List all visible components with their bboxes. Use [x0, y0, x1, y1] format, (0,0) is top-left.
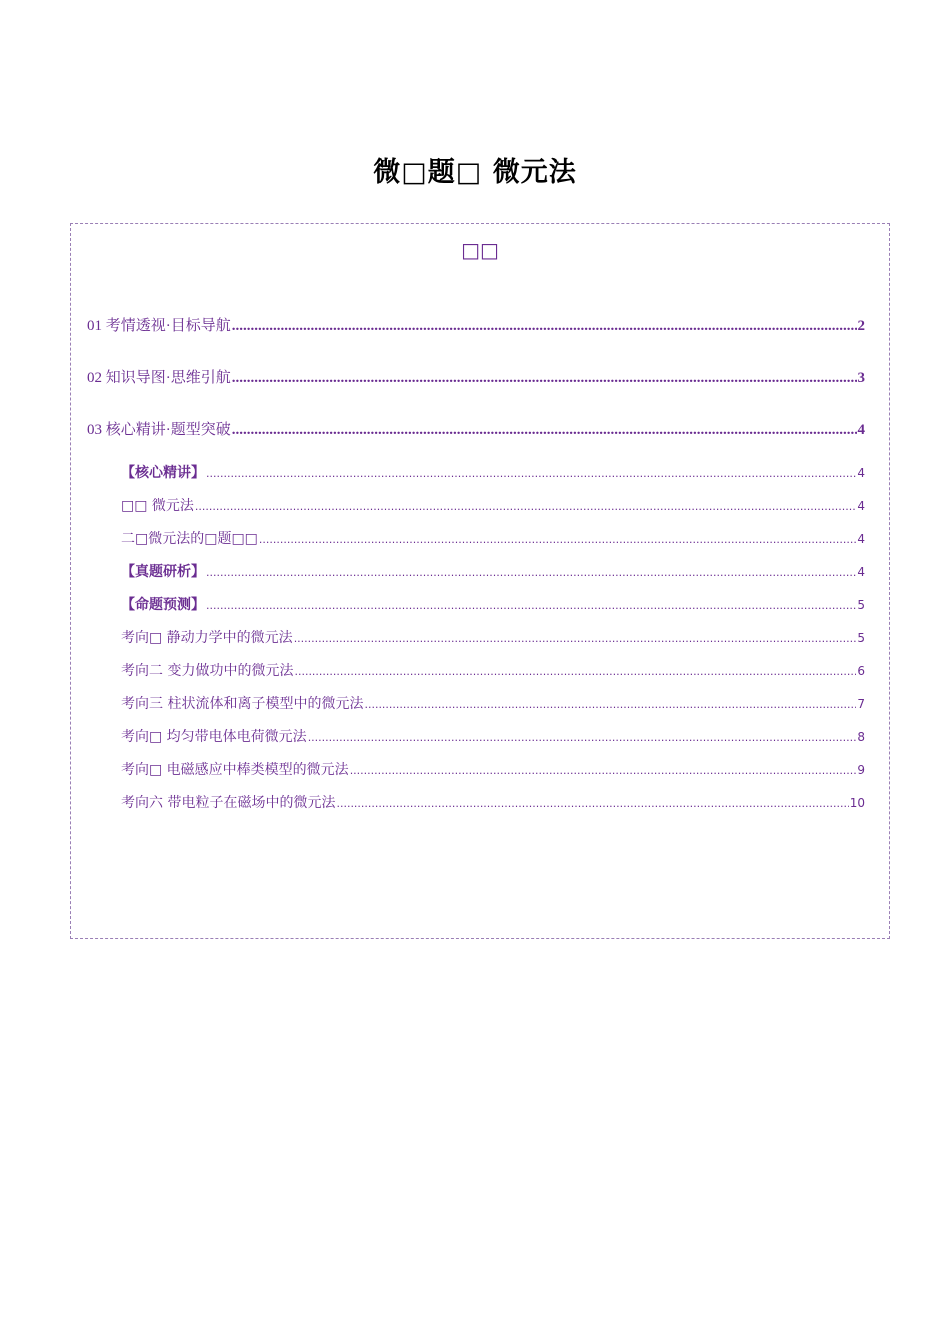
toc-entry-label: 考向六 带电粒子在磁场中的微元法: [121, 795, 336, 811]
toc-sub-entry-1[interactable]: [121, 495, 865, 515]
toc-entry-label: 考向三 柱状流体和离子模型中的微元法: [121, 696, 364, 712]
toc-leader-dots: [294, 665, 856, 678]
toc-leader-dots: [232, 422, 857, 439]
toc-entry-label: 02 知识导图·思维引航: [87, 370, 231, 386]
toc-entry-label: 03 核心精讲·题型突破: [87, 422, 231, 438]
toc-heading: □□: [461, 238, 499, 262]
toc-entry-label: 二□微元法的□题□□: [121, 531, 258, 547]
table-of-contents: [70, 223, 890, 939]
toc-entry-02[interactable]: [87, 366, 865, 387]
toc-page-number: 7: [857, 697, 865, 711]
toc-page-number: 4: [857, 532, 865, 546]
toc-page-number: 4: [857, 499, 865, 513]
toc-page-number: 4: [857, 565, 865, 579]
toc-entry-label: 01 考情透视·目标导航: [87, 318, 231, 334]
page-title: 微□题□ 微元法: [373, 157, 577, 188]
toc-entry-03[interactable]: [87, 418, 865, 439]
toc-leader-dots: [195, 500, 856, 513]
toc-leader-dots: [364, 698, 856, 711]
toc-sub-entry-direction-3[interactable]: [121, 693, 865, 713]
toc-entry-label: 考向□ 均匀带电体电荷微元法: [121, 729, 307, 745]
toc-page-number: 2: [857, 318, 865, 334]
toc-leader-dots: [232, 318, 857, 335]
toc-sub-entry-forecast[interactable]: [121, 594, 865, 614]
toc-page-number: 8: [857, 730, 865, 744]
toc-entry-label: 考向□ 电磁感应中棒类模型的微元法: [121, 762, 349, 778]
toc-leader-dots: [259, 533, 856, 546]
toc-leader-dots: [206, 599, 856, 612]
toc-page-number: 6: [857, 664, 865, 678]
toc-sub-entry-direction-1[interactable]: [121, 627, 865, 647]
toc-sub-entry-2[interactable]: [121, 528, 865, 548]
toc-leader-dots: [294, 632, 857, 645]
toc-leader-dots: [206, 566, 856, 579]
toc-page-number: 3: [857, 370, 865, 386]
toc-entry-label: □□ 微元法: [121, 498, 194, 514]
toc-page-number: 5: [857, 631, 865, 645]
toc-leader-dots: [308, 731, 857, 744]
toc-sub-entry-direction-6[interactable]: [121, 792, 865, 812]
toc-leader-dots: [336, 797, 848, 810]
toc-entry-label: 考向□ 静动力学中的微元法: [121, 630, 293, 646]
toc-sub-entry-direction-4[interactable]: [121, 726, 865, 746]
toc-entry-label: 【命题预测】: [121, 597, 205, 613]
toc-sub-entry-direction-5[interactable]: [121, 759, 865, 779]
toc-page-number: 4: [857, 466, 865, 480]
toc-leader-dots: [206, 467, 856, 480]
toc-leader-dots: [232, 370, 857, 387]
toc-entry-label: 【核心精讲】: [121, 465, 205, 481]
toc-sub-entry-core[interactable]: [121, 462, 865, 482]
toc-page-number: 9: [857, 763, 865, 777]
toc-sub-entry-direction-2[interactable]: [121, 660, 865, 680]
toc-leader-dots: [350, 764, 857, 777]
toc-entry-label: 【真题研析】: [121, 564, 205, 580]
toc-page-number: 4: [857, 422, 865, 438]
toc-page-number: 5: [857, 598, 865, 612]
toc-sub-entry-exam[interactable]: [121, 561, 865, 581]
toc-entry-label: 考向二 变力做功中的微元法: [121, 663, 294, 679]
toc-page-number: 10: [849, 796, 865, 810]
toc-entry-01[interactable]: [87, 314, 865, 335]
